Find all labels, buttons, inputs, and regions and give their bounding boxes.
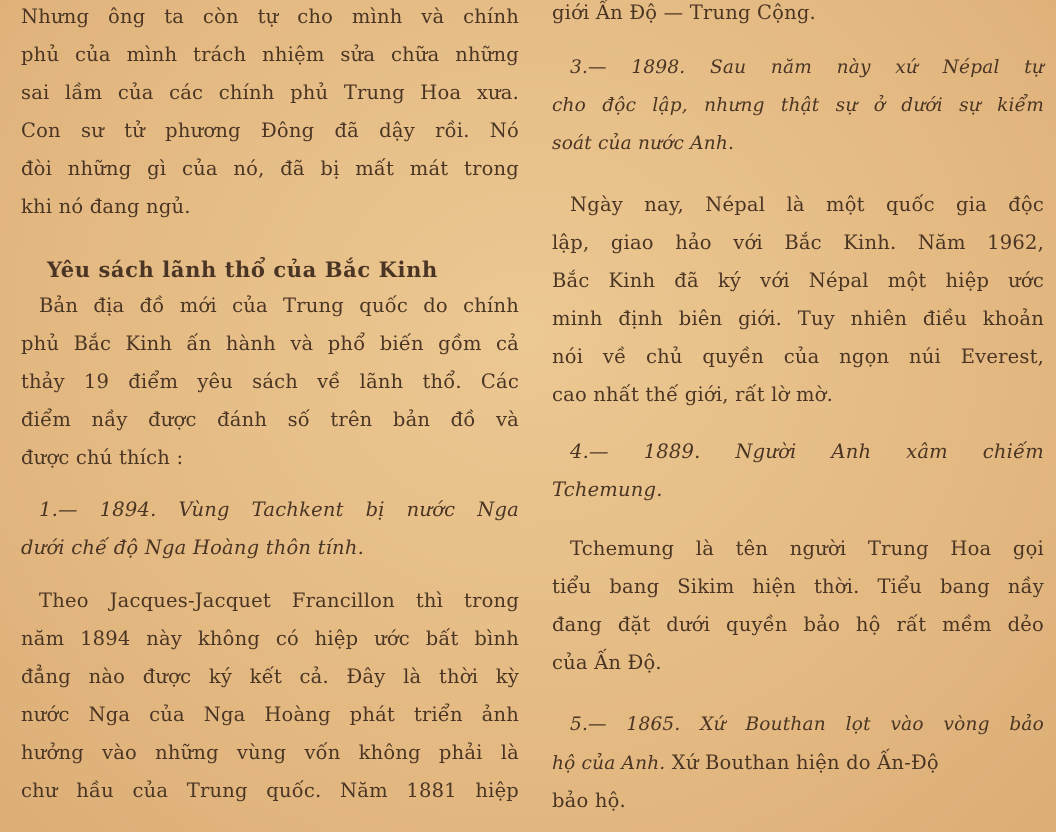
text-line: của Ấn Độ. [552,651,662,674]
item5-italic-part: hộ của Anh. [552,753,666,774]
claim-item-4 [552,433,1044,509]
text-line: tiểu bang Sikim hiện thời. Tiểu bang nầy [552,575,1044,598]
claim-item-1 [21,491,519,567]
text-line: sai lầm của các chính phủ Trung Hoa xưa. [21,81,519,104]
text-line: nói về chủ quyền của ngọn núi Everest, [552,345,1044,368]
text-line: khi nó đang ngủ. [21,195,191,218]
paragraph-tchemung [552,530,1044,682]
text-line: minh định biên giới. Tuy nhiên điều khoản [552,307,1044,330]
text-line: Bắc Kinh đã ký với Népal một hiệp ước [552,269,1044,292]
text-line: đang đặt dưới quyền bảo hộ rất mềm dẻo [552,613,1044,636]
text-line: 1.— 1894. Vùng Tachkent bị nước Nga [39,498,519,521]
paragraph-new-map [21,287,519,477]
text-line: 5.— 1865. Xứ Bouthan lọt vào vòng bảo [570,714,1044,735]
text-line: chư hầu của Trung quốc. Năm 1881 hiệp [21,779,519,802]
text-line: soát của nước Anh. [552,133,735,154]
text-line: phủ Bắc Kinh ấn hành và phổ biến gồm cả [21,332,519,355]
text-line: phủ của mình trách nhiệm sửa chữa những [21,43,519,66]
text-line: 4.— 1889. Người Anh xâm chiếm [570,440,1044,463]
text-line: cho độc lập, nhưng thật sự ở dưới sự kiểm [552,95,1044,116]
claim-item-3 [552,49,1044,163]
text-line: nước Nga của Nga Hoàng phát triển ảnh [21,703,519,726]
text-line: Tchemung. [552,478,663,501]
text-line: Tchemung là tên người Trung Hoa gọi [570,537,1044,560]
text-line: lập, giao hảo với Bắc Kinh. Năm 1962, [552,231,1044,254]
section-heading: Yêu sách lãnh thổ của Bắc Kinh [47,257,438,282]
text-line: thảy 19 điểm yêu sách về lãnh thổ. Các [21,370,519,393]
item5-normal-part: Xứ Bouthan hiện do Ấn-Độ [665,751,939,774]
text-line: hưởng vào những vùng vốn không phải là [21,741,519,764]
text-line: điểm nầy được đánh số trên bản đồ và [21,408,519,431]
text-line: Con sư tử phương Đông đã dậy rồi. Nó [21,119,519,142]
text-line: dưới chế độ Nga Hoàng thôn tính. [21,536,364,559]
text-line: Bản địa đồ mới của Trung quốc do chính [39,294,519,317]
text-line [552,744,1044,782]
text-line: năm 1894 này không có hiệp ước bất bình [21,627,519,650]
paragraph-sovereignty [21,0,519,226]
text-line: cao nhất thế giới, rất lờ mờ. [552,383,833,406]
text-line: Theo Jacques-Jacquet Francillon thì trong [39,589,519,612]
text-line: Nhưng ông ta còn tự cho mình và chính [21,5,519,28]
text-line: đẳng nào được ký kết cả. Đây là thời kỳ [21,665,519,688]
text-line: được chú thích : [21,446,184,469]
paragraph-nepal [552,186,1044,414]
text-line: Ngày nay, Népal là một quốc gia độc [570,193,1044,216]
claim-item-5 [552,706,1044,820]
text-line: đòi những gì của nó, đã bị mất mát trong [21,157,519,180]
text-line: bảo hộ. [552,789,626,812]
text-line: giới Ấn Độ — Trung Cộng. [552,1,816,24]
paragraph-francillon [21,582,519,810]
text-line: 3.— 1898. Sau năm này xứ Népal tự [570,57,1044,78]
